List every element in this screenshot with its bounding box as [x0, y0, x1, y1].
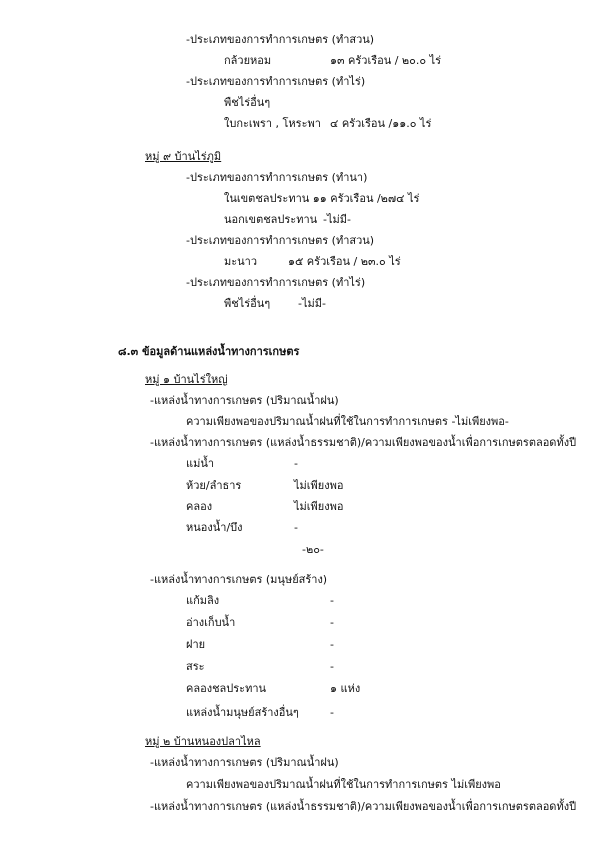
natural-source-name: หนองน้ำ/บึง: [186, 521, 243, 534]
crop-item: กล้วยหอม: [224, 54, 272, 67]
village-heading: หมู่ ๑ บ้านไร่ใหญ่: [145, 373, 228, 386]
crop-item: พืชไร่อื่นๆ: [224, 96, 271, 109]
natural-source-name: ห้วย/ลำธาร: [186, 479, 242, 492]
crop-detail: ๑๓ ครัวเรือน / ๒๐.๐ ไร่: [330, 54, 442, 67]
natural-source-name: คลอง: [186, 500, 213, 513]
farm-type-orchard-line: -ประเภทของการทำการเกษตร (ทำสวน): [186, 234, 375, 247]
water-source-rain-line: -แหล่งน้ำทางการเกษตร (ปริมาณน้ำฝน): [150, 394, 339, 407]
page-number: -๒๐-: [302, 543, 324, 556]
manmade-source-value: -: [330, 616, 334, 629]
manmade-source-name: แหล่งน้ำมนุษย์สร้างอื่นๆ: [186, 706, 299, 719]
rain-adequacy-line: ความเพียงพอของปริมาณน้ำฝนที่ใช้ในการทำการเกษตร ไม่เพียงพอ: [186, 778, 501, 791]
water-source-rain-line: -แหล่งน้ำทางการเกษตร (ปริมาณน้ำฝน): [150, 756, 339, 769]
crop-detail: -ไม่มี-: [298, 297, 326, 310]
farm-type-orchard-line: -ประเภทของการทำการเกษตร (ทำสวน): [186, 33, 375, 46]
manmade-source-value: -: [330, 706, 334, 719]
village-heading: หมู่ ๙ บ้านไร่ภูมิ: [145, 150, 222, 163]
crop-item: นอกเขตชลประทาน: [224, 213, 318, 226]
natural-source-value: ไม่เพียงพอ: [294, 500, 344, 513]
manmade-source-value: ๑ แห่ง: [330, 682, 361, 695]
manmade-source-value: -: [330, 660, 334, 673]
village-heading: หมู่ ๒ บ้านหนองปลาไหล: [145, 735, 261, 748]
crop-detail: ๔ ครัวเรือน /๑๑.๐ ไร่: [330, 117, 432, 130]
manmade-source-value: -: [330, 638, 334, 651]
manmade-source-name: สระ: [186, 660, 205, 673]
natural-source-name: แม่น้ำ: [186, 457, 215, 470]
farm-type-rice-line: -ประเภทของการทำการเกษตร (ทำนา): [186, 171, 368, 184]
manmade-source-name: อ่างเก็บน้ำ: [186, 616, 236, 629]
farm-type-field-line: -ประเภทของการทำการเกษตร (ทำไร่): [186, 75, 366, 88]
manmade-source-name: แก้มลิง: [186, 594, 220, 607]
crop-item: มะนาว: [224, 255, 258, 268]
water-source-manmade-line: -แหล่งน้ำทางการเกษตร (มนุษย์สร้าง): [150, 573, 328, 586]
rain-adequacy-line: ความเพียงพอของปริมาณน้ำฝนที่ใช้ในการทำการเกษตร -ไม่เพียงพอ-: [186, 415, 509, 428]
section-title: ๘.๓ ข้อมูลด้านแหล่งน้ำทางการเกษตร: [118, 345, 300, 358]
manmade-source-name: ฝาย: [186, 638, 206, 651]
manmade-source-name: คลองชลประทาน: [186, 682, 267, 695]
water-source-natural-line: -แหล่งน้ำทางการเกษตร (แหล่งน้ำธรรมชาติ)/ความเพียงพอของน้ำเพื่อการเกษตรตลอดทั้งปี: [150, 436, 577, 449]
water-source-natural-line: -แหล่งน้ำทางการเกษตร (แหล่งน้ำธรรมชาติ)/ความเพียงพอของน้ำเพื่อการเกษตรตลอดทั้งปี: [150, 800, 577, 813]
crop-detail: -ไม่มี-: [323, 213, 351, 226]
farm-type-field-line: -ประเภทของการทำการเกษตร (ทำไร่): [186, 276, 366, 289]
crop-item: ใบกะเพรา , โหระพา: [224, 117, 321, 130]
crop-detail: ๑๕ ครัวเรือน / ๒๓.๐ ไร่: [288, 255, 401, 268]
natural-source-value: -: [294, 457, 298, 470]
manmade-source-value: -: [330, 594, 334, 607]
natural-source-value: ไม่เพียงพอ: [294, 479, 344, 492]
crop-detail: ในเขตชลประทาน ๑๑ ครัวเรือน /๒๗๔ ไร่: [224, 192, 420, 205]
natural-source-value: -: [294, 521, 298, 534]
crop-item: พืชไร่อื่นๆ: [224, 297, 271, 310]
